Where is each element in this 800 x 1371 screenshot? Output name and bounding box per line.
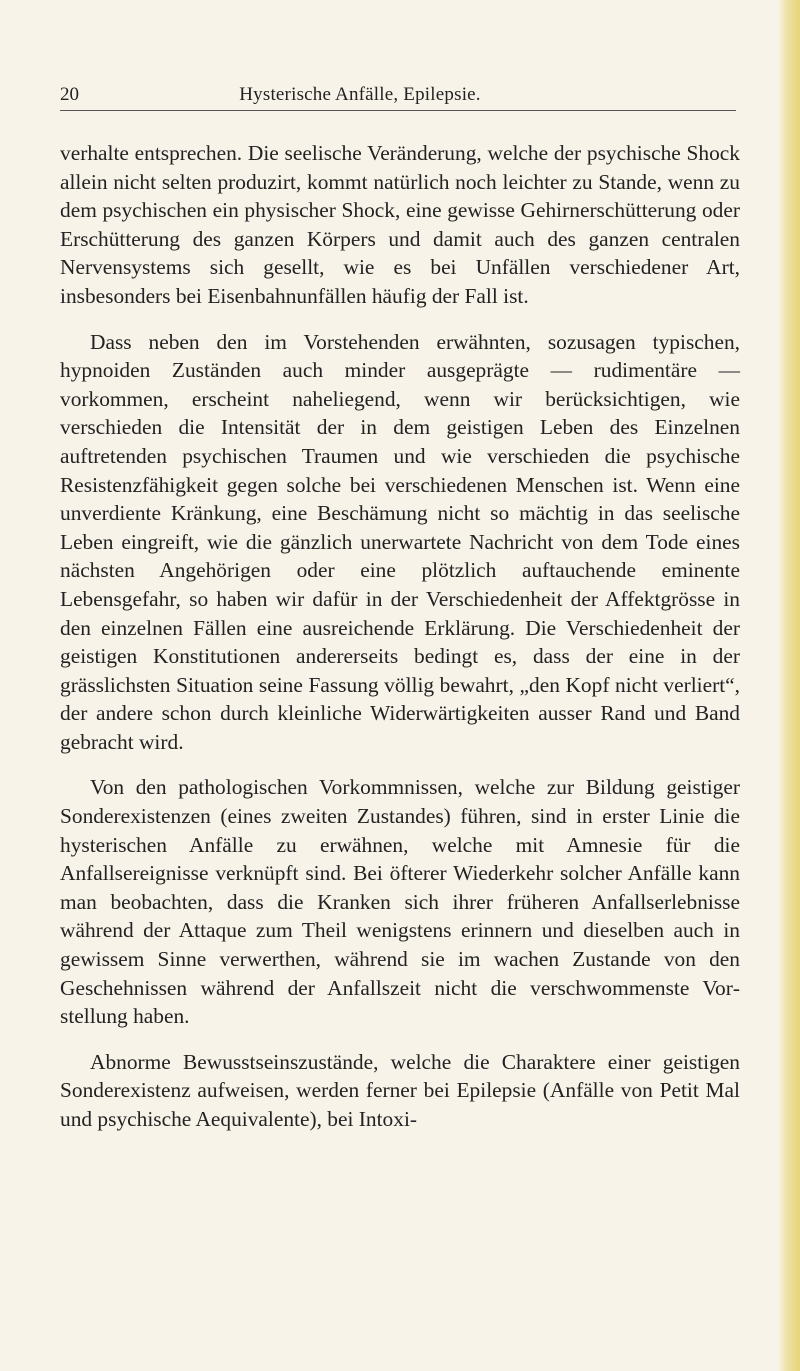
paragraph-3: Von den pathologischen Vorkommnissen, welche zur Bildung geistiger Sonderexistenzen (eines zweiten Zustandes) führen, sind in erster Linie die hysterischen Anfälle zu erwähnen, welche mit Amnesie für die Anfallsereignisse verknüpft sind. Bei öfterer Wiederkehr solcher Anfälle kann man beobachten, dass die Kranken sich ihrer früheren Anfallserlebnisse während der Attaque zum Theil wenigstens erinnern und dieselben auch in gewissem Sinne verwerthen, während sie im wachen Zustande von den Geschehnissen während der Anfallszeit nicht die verschwommenste Vorstellung haben. — [60, 775, 740, 1029]
page-edge-shading — [778, 0, 800, 1371]
page-number: 20 — [60, 84, 79, 105]
body-text — [60, 139, 740, 1134]
running-title: Hysterische Anfälle, Epilepsie. — [239, 84, 481, 105]
paragraph-2: Dass neben den im Vorstehenden erwähnten, sozusagen typischen, hypnoiden Zuständen auch minder ausgeprägte — rudimentäre — vorkommen, erscheint naheliegend, wenn wir berücksichtigen, wie verschieden die Intensität der in dem geistigen Leben des Einzelnen auftretenden psychischen Traumen und wie verschieden die psychische Resistenzfähigkeit gegen solche bei verschiedenen Menschen ist. Wenn eine unverdiente Kränkung, eine Beschämung nicht so mächtig in das seelische Leben eingreift, wie die gänzlich unerwartete Nachricht von dem Tode eines nächsten Angehörigen oder eine plötzlich auftauchende eminente Lebensgefahr, so haben wir dafür in der Verschiedenheit der Affektgrösse in den einzelnen Fällen eine ausreichende Erklärung. Die Verschiedenheit der geistigen Konstitutionen andererseits bedingt es, dass der eine in der grässlichsten Situation seine Fassung völlig bewahrt, „den Kopf nicht verliert“, der andere schon durch kleinliche Widerwärtigkeiten ausser Rand und Band gebracht wird. — [60, 329, 740, 754]
book-page — [60, 80, 740, 1151]
paragraph-4: Abnorme Bewusstseinszustände, welche die Charaktere einer geistigen Sonderexistenz aufweisen, werden ferner bei Epilepsie (Anfälle von Petit Mal und psychische Aequivalente), bei Intoxi- — [60, 1049, 740, 1131]
page-header — [60, 80, 736, 111]
paragraph-1: verhalte entsprechen. Die seelische Veränderung, welche der psychische Shock allein nicht selten produzirt, kommt natürlich noch leichter zu Stande, wenn zu dem psychischen ein physischer Shock, eine gewisse Gehirnerschütterung oder Erschütterung des ganzen Körpers und damit auch des ganzen centralen Nervensystems sich gesellt, wie es bei Unfällen verschiedener Art, insbesonders bei Eisenbahnunfällen häufig der Fall ist. — [60, 141, 740, 308]
